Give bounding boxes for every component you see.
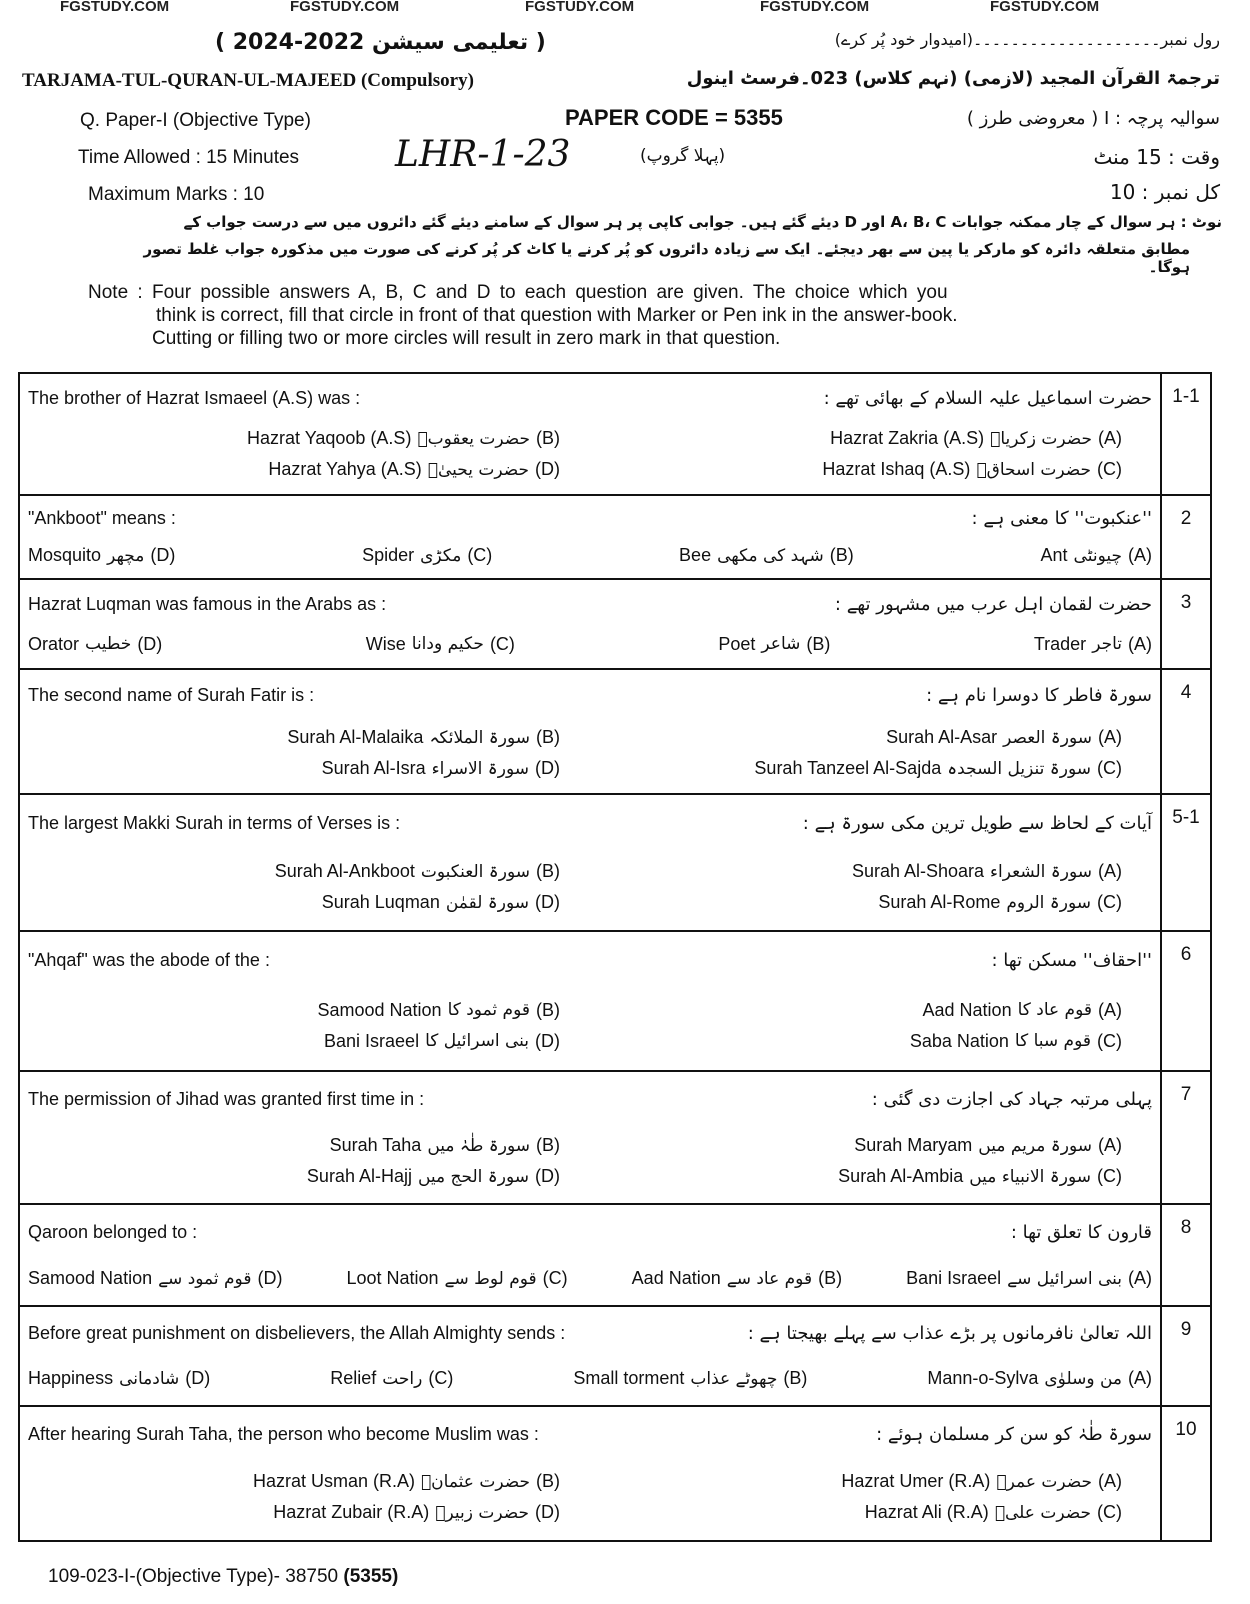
option-english: Saba Nation [909,1030,1009,1051]
option-urdu: حضرت زبیرؓ [435,1502,529,1523]
question-line [28,950,1152,971]
session: ( تعلیمی سیشن 2022-2024 ) [215,30,546,55]
question-row [20,1072,1210,1205]
option-urdu: بنی اسرائیل سے [1007,1268,1122,1289]
option-c [590,459,1152,480]
option-english: Aad Nation [922,999,1012,1020]
option-b [679,545,854,566]
question-content [20,580,1160,668]
option-urdu: قوم ثمود کا [447,1000,530,1021]
option-letter: (D) [535,1030,560,1051]
option-english: Surah Maryam [854,1134,973,1155]
option-letter: (B) [536,1134,560,1155]
option-letter: (C) [1097,1165,1122,1186]
questions-table [18,372,1212,1542]
option-english: Bani Israeel [906,1267,1002,1288]
option-letter: (A) [1128,633,1152,654]
option-urdu: تاجر [1092,634,1122,654]
option-english: Bee [679,545,712,565]
question-line [28,1323,1152,1344]
option-letter: (C) [1097,1502,1122,1522]
option-letter: (A) [1128,1368,1152,1388]
options-grid [28,727,1152,779]
option-letter: (A) [1128,1267,1152,1288]
option-letter: (A) [1098,1471,1122,1491]
option-english: Surah Al-Ambia [838,1165,964,1186]
roll-number: رول نمبر۔۔۔۔۔۔۔۔۔۔۔۔۔۔۔۔۔۔۔۔(امیدوار خود پُر کرے) [834,30,1220,49]
option-urdu: سورۃ طٰہٰ میں [427,1135,530,1156]
option-urdu: مکڑی [420,545,462,566]
option-letter: (C) [1097,757,1122,778]
option-a [590,1471,1152,1492]
option-letter: (C) [1097,891,1122,912]
question-content [20,670,1160,793]
option-c [590,1166,1152,1187]
option-letter: (C) [489,633,515,654]
question-number: 3 [1160,580,1210,668]
option-letter: (B) [806,633,831,654]
option-letter: (D) [535,757,560,778]
option-english: Surah Al-Isra [321,757,426,778]
option-b [28,727,590,748]
option-d [28,892,590,913]
question-number: 4 [1160,670,1210,793]
question-line [28,1424,1152,1445]
question-text-urdu: ''عنکبوت'' کا معنی ہے : [971,508,1152,529]
option-a [927,1368,1152,1389]
option-a [590,861,1152,882]
paper-type: Q. Paper-I (Objective Type) [80,110,311,131]
option-urdu: سورۃ الروم [1006,892,1091,913]
option-urdu: سورۃ الاسراء [431,758,529,779]
option-english: Hazrat Ali (R.A) [864,1502,989,1522]
option-english: Surah Al-Shoara [851,860,985,881]
question-text-english: The permission of Jihad was granted first time in : [28,1088,425,1109]
question-line [28,1089,1152,1110]
question-text-urdu: حضرت اسماعیل علیہ السلام کے بھائی تھے : [823,387,1152,409]
question-line [28,594,1152,615]
option-urdu: حضرت علیؓ [994,1502,1091,1523]
option-urdu: سورۃ تنزیل السجدہ [947,758,1091,779]
watermark: FGSTUDY.COM [290,0,400,15]
option-letter: (B) [818,1267,843,1288]
watermark: FGSTUDY.COM [760,0,870,15]
question-text-english: "Ahqaf" was the abode of the : [28,950,270,971]
option-english: Relief [330,1368,377,1388]
option-letter: (C) [467,545,493,565]
footer [48,1566,398,1588]
option-letter: (A) [1098,726,1122,747]
option-a [590,428,1152,449]
option-urdu: قوم لوط سے [444,1268,537,1289]
option-english: Hazrat Yahya (A.S) [268,459,422,480]
option-b [28,861,590,882]
option-english: Surah Taha [329,1134,422,1155]
option-english: Poet [718,633,756,654]
question-number: 7 [1160,1072,1210,1203]
option-letter: (D) [535,1502,560,1522]
handwritten-code: LHR-1-23 [395,134,571,175]
question-content [20,1307,1160,1405]
time-allowed: Time Allowed : 15 Minutes [78,147,300,168]
question-number: 2 [1160,496,1210,578]
note-english: think is correct, fill that circle in front of that question with Marker or Pen ink in the answer-book. [156,305,958,326]
option-english: Surah Al-Malaika [287,726,424,747]
question-row [20,932,1210,1072]
option-urdu: شاعر [761,634,801,654]
option-english: Bani Israeel [324,1030,420,1051]
question-text-english: The largest Makki Surah in terms of Verses is : [28,812,401,833]
option-urdu: چھوٹے عذاب [690,1369,778,1389]
question-line [28,508,1152,529]
option-d [28,459,590,480]
option-letter: (A) [1128,545,1152,565]
option-b [28,1471,590,1492]
option-urdu: حضرت یعقوبؑ [417,428,530,449]
option-c [346,1268,567,1289]
option-english: Trader [1033,633,1087,654]
option-letter: (B) [783,1368,808,1388]
question-text-urdu: پہلی مرتبہ جہاد کی اجازت دی گئی : [871,1088,1152,1110]
option-d [28,1166,590,1187]
option-urdu: من وسلوٰی [1044,1368,1122,1389]
option-urdu: سورۃ الملائکہ [429,727,530,748]
option-english: Wise [365,633,406,654]
option-urdu: حضرت عمرؓ [996,1471,1092,1492]
marks-urdu: کل نمبر : 10 [1109,180,1220,204]
question-text-english: "Ankboot" means : [28,508,176,528]
paper-type-urdu: سوالیہ پرچہ : I ( معروضی طرز ) [966,108,1220,129]
option-letter: (D) [150,545,176,565]
option-urdu: قوم ثمود سے [158,1268,252,1289]
option-c [590,1031,1152,1052]
question-content [20,932,1160,1070]
option-english: Hazrat Zakria (A.S) [830,428,985,449]
option-english: Mann-o-Sylva [927,1368,1039,1388]
note-urdu: مطابق متعلقہ دائرہ کو مارکر یا پین سے بھر دیجئے۔ ایک سے زیادہ دائروں کو پُر کرنے یا کاٹ کر پُر کرنے کی صورت میں مذکورہ جواب غلط تصور ہوگا۔ [143,240,1190,276]
option-english: Hazrat Zubair (R.A) [273,1502,430,1522]
option-d [28,1031,590,1052]
option-letter: (C) [542,1267,568,1288]
option-urdu: قوم سبا کا [1014,1031,1091,1052]
option-urdu: شادمانی [119,1368,180,1389]
option-b [28,1135,590,1156]
question-row [20,580,1210,670]
question-text-urdu: سورۃ طٰہٰ کو سن کر مسلمان ہوئے : [876,1424,1152,1445]
option-english: Loot Nation [346,1267,439,1288]
question-line [28,388,1152,409]
option-d [28,634,162,655]
option-a [906,1268,1152,1289]
option-d [28,1268,282,1289]
question-line [28,685,1152,706]
option-urdu: حضرت یحییٰؑ [427,459,529,480]
option-a [1041,545,1152,566]
question-text-english: Before great punishment on disbelievers, the Allah Almighty sends : [28,1323,566,1343]
option-urdu: راحت [382,1368,423,1389]
option-english: Hazrat Ishaq (A.S) [822,459,971,480]
time-urdu: وقت : 15 منٹ [1093,145,1220,169]
options-grid [28,1471,1152,1523]
option-letter: (D) [535,459,560,480]
option-urdu: سورۃ العنکبوت [420,861,530,882]
option-urdu: سورۃ لقمٰن [445,892,529,913]
watermark: FGSTUDY.COM [990,0,1100,15]
question-line [28,813,1152,834]
question-number: 10 [1160,1407,1210,1540]
option-a [1034,634,1152,655]
question-row [20,1307,1210,1407]
option-letter: (D) [257,1267,283,1288]
option-letter: (A) [1098,1134,1122,1155]
question-content [20,374,1160,494]
option-c [366,634,515,655]
question-text-urdu: قارون کا تعلق تھا : [1010,1221,1152,1243]
option-letter: (D) [185,1368,211,1388]
option-english: Hazrat Yaqoob (A.S) [247,428,412,449]
question-text-urdu: آیات کے لحاظ سے طویل ترین مکی سورۃ ہے : [802,812,1152,834]
option-urdu: شہد کی مکھی [717,546,824,566]
option-b [632,1268,842,1289]
option-english: Small torment [573,1368,685,1388]
question-text-english: After hearing Surah Taha, the person who become Muslim was : [28,1424,539,1444]
option-letter: (B) [829,545,854,565]
option-d [28,1368,210,1389]
option-letter: (A) [1098,860,1122,881]
question-content [20,1205,1160,1305]
question-text-urdu: ''احقاف'' مسکن تھا : [991,950,1152,972]
option-english: Happiness [28,1368,114,1388]
option-english: Mosquito [28,545,102,565]
option-c [362,545,492,566]
question-number: 9 [1160,1307,1210,1405]
options-grid [28,1000,1152,1052]
option-urdu: سورۃ الشعراء [990,861,1092,882]
option-english: Surah Tanzeel Al-Sajda [754,757,942,778]
question-number: 6 [1160,932,1210,1070]
question-number: 8 [1160,1205,1210,1305]
option-urdu: چیونٹی [1073,545,1122,566]
option-english: Surah Al-Ankboot [274,860,415,881]
option-a [590,727,1152,748]
option-urdu: سورۃ العصر [1003,727,1092,748]
option-urdu: قوم عاد کا [1017,1000,1092,1021]
question-row [20,496,1210,580]
option-b [573,1368,807,1389]
option-english: Spider [362,545,415,565]
question-content [20,1407,1160,1540]
option-urdu: خطیب [85,634,132,654]
option-d [28,758,590,779]
question-content [20,795,1160,930]
note-urdu: نوٹ : ہر سوال کے چار ممکنہ جوابات A، B، C اور D دیئے گئے ہیں۔ جوابی کاپی پر ہر سوال کے سامنے دیئے گئے دائروں میں سے درست جواب کے [183,213,1222,231]
option-english: Ant [1040,545,1068,565]
option-c [590,758,1152,779]
option-b [28,1000,590,1021]
note-english: Note : Four possible answers A, B, C and D to each question are given. The choice which you [88,282,948,303]
option-english: Surah Al-Asar [886,726,998,747]
footer-code: 109-023-I-(Objective Type)- 38750 [48,1566,339,1587]
option-letter: (A) [1098,999,1122,1020]
question-line [28,1222,1152,1243]
options-line [28,1268,1152,1289]
watermark: FGSTUDY.COM [525,0,635,15]
option-d [28,545,175,566]
question-row [20,670,1210,795]
question-text-english: Hazrat Luqman was famous in the Arabs as : [28,593,387,614]
option-english: Orator [28,633,80,654]
note-english: Cutting or filling two or more circles will result in zero mark in that question. [152,328,781,349]
question-row [20,795,1210,932]
options-grid [28,861,1152,913]
option-english: Samood Nation [317,999,442,1020]
paper-code: PAPER CODE = 5355 [565,105,783,130]
option-english: Surah Al-Hajj [306,1165,412,1186]
option-english: Surah Al-Rome [878,891,1001,912]
option-english: Hazrat Umer (R.A) [841,1471,991,1491]
option-letter: (D) [535,1165,560,1186]
option-b [28,428,590,449]
question-text-english: The brother of Hazrat Ismaeel (A.S) was : [28,387,361,408]
options-grid [28,1135,1152,1187]
watermark: FGSTUDY.COM [60,0,170,15]
question-number: 5-1 [1160,795,1210,930]
option-letter: (A) [1098,428,1122,449]
question-row [20,374,1210,496]
question-row [20,1205,1210,1307]
option-letter: (C) [1097,1030,1122,1051]
option-urdu: مچھر [107,545,145,566]
option-letter: (C) [1097,459,1122,480]
option-english: Aad Nation [631,1267,721,1288]
option-urdu: بنی اسرائیل کا [425,1031,529,1052]
option-urdu: سورۃ مریم میں [978,1135,1092,1156]
option-english: Samood Nation [28,1267,153,1288]
option-english: Surah Luqman [321,891,440,912]
option-letter: (D) [137,633,163,654]
option-urdu: حضرت اسحاقؑ [976,459,1091,480]
question-text-english: Qaroon belonged to : [28,1221,198,1242]
subject-urdu: ترجمۃ القرآن المجید (لازمی) (نہم کلاس) 023۔فرسٹ اینول [686,68,1220,89]
question-content [20,496,1160,578]
option-urdu: حضرت عثمانؓ [420,1471,530,1492]
option-urdu: حکیم ودانا [411,634,484,654]
option-letter: (B) [536,726,560,747]
maximum-marks: Maximum Marks : 10 [88,184,265,205]
group: (پہلا گروپ) [640,146,726,166]
option-d [28,1502,590,1523]
question-text-english: The second name of Surah Fatir is : [28,684,315,705]
question-text-urdu: سورۃ فاطر کا دوسرا نام ہے : [926,684,1152,706]
footer-paper-code: (5355) [343,1566,399,1587]
subject-english: TARJAMA-TUL-QURAN-UL-MAJEED (Compulsory) [22,70,474,91]
options-line [28,634,1152,655]
option-a [590,1135,1152,1156]
option-b [718,634,830,655]
option-letter: (B) [536,860,560,881]
option-c [590,892,1152,913]
option-letter: (B) [536,1471,560,1491]
option-letter: (D) [535,891,560,912]
option-a [590,1000,1152,1021]
question-number: 1-1 [1160,374,1210,494]
question-row [20,1407,1210,1540]
option-letter: (B) [536,428,560,449]
question-content [20,1072,1160,1203]
option-letter: (C) [428,1368,454,1388]
option-c [590,1502,1152,1523]
options-line [28,1368,1152,1389]
question-text-urdu: اللہ تعالیٰ نافرمانوں پر بڑے عذاب سے پہلے بھیجتا ہے : [747,1323,1152,1344]
option-c [330,1368,453,1389]
option-letter: (B) [536,999,560,1020]
options-grid [28,428,1152,480]
question-text-urdu: حضرت لقمان اہل عرب میں مشہور تھے : [834,593,1152,615]
option-urdu: سورۃ الانبیاء میں [969,1166,1091,1187]
options-line [28,545,1152,566]
option-urdu: سورۃ الحج میں [417,1166,529,1187]
option-urdu: قوم عاد سے [726,1268,813,1289]
option-urdu: حضرت زکریاؑ [990,428,1092,449]
option-english: Hazrat Usman (R.A) [252,1471,415,1491]
